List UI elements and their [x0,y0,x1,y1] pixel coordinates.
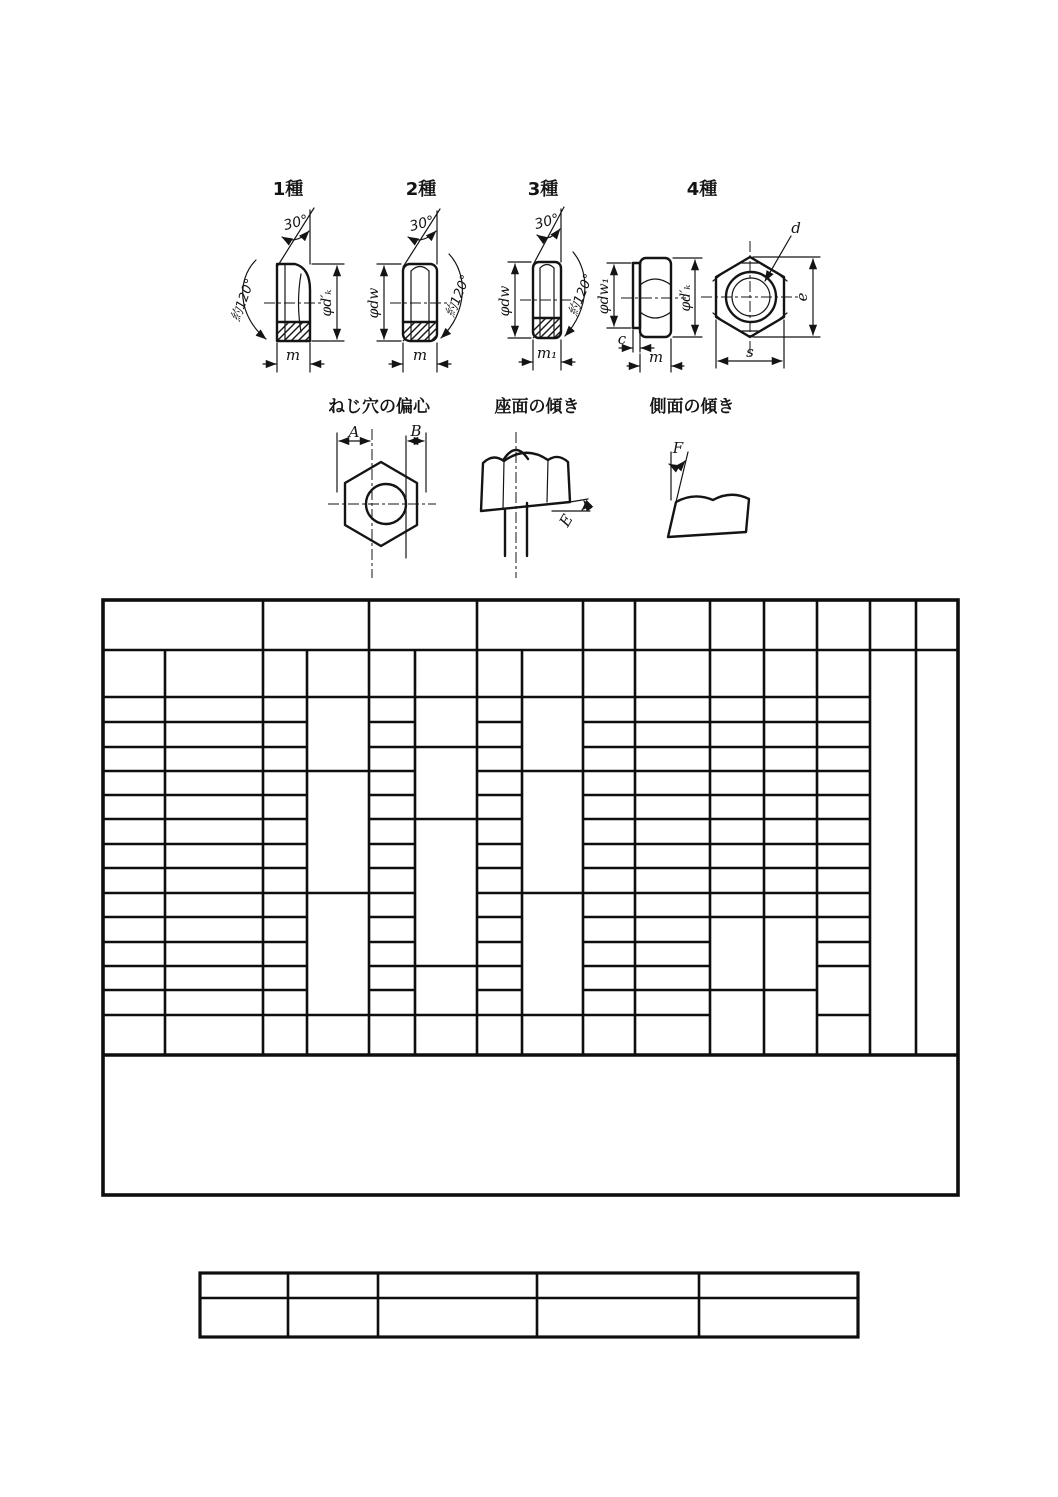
figure-type3 [497,178,597,370]
figure-eccentricity-dim-b: B [410,422,422,440]
figure-eccentricity-title: ねじ穴の偏心 [328,397,430,417]
figure-type3-dia-left: φdw [497,285,513,317]
figure-seat-tilt-title: 座面の傾き [494,397,580,417]
figure-type4-dia-right: φd′ₖ [678,284,694,312]
figure-type4-title: 4種 [686,179,718,200]
figure-type1 [229,178,344,372]
figure-side-tilt-title: 側面の傾き [649,397,735,417]
figure-type4-dia-left: φdw₁ [596,277,612,315]
figure-type1-angle-left: 約120° [228,276,259,324]
figure-type2-thickness: m [412,346,428,364]
figure-eccentricity [328,396,436,578]
figure-type4 [596,178,820,372]
figure-type2-angle-top: 30° [407,213,437,235]
figure-type1-thickness: m [285,346,301,364]
figure-type4-flange-width: c [617,330,627,348]
figure-type3-title: 3種 [527,179,559,200]
figure-seat-tilt-dim-e: E [555,511,577,530]
figure-seat-tilt [481,396,590,578]
figure-type4-across-flats: s [746,343,754,361]
figure-side-tilt [650,396,750,537]
figure-type2 [366,178,474,372]
footer-table [200,1273,858,1337]
figure-type4-hole-label: d [791,219,801,237]
figure-type2-angle-right: 約120° [443,272,474,320]
figure-eccentricity-dim-a: A [348,423,360,441]
figure-type4-across-corners: e [793,292,811,302]
figure-type1-title: 1種 [272,179,304,200]
main-dimension-table [103,600,958,1195]
figure-side-tilt-dim-f: F [672,439,684,457]
figure-type1-dia-right: φd′ₖ [319,289,335,317]
figure-type1-angle-top: 30° [281,212,311,234]
figure-type3-angle-top: 30° [532,211,562,233]
figure-type2-dia-left: φdw [366,287,382,319]
figure-type2-title: 2種 [405,179,437,200]
figure-type4-thickness: m [648,348,664,366]
figure-type3-thickness: m₁ [536,344,558,362]
figure-type3-angle-right: 約120° [566,271,597,319]
